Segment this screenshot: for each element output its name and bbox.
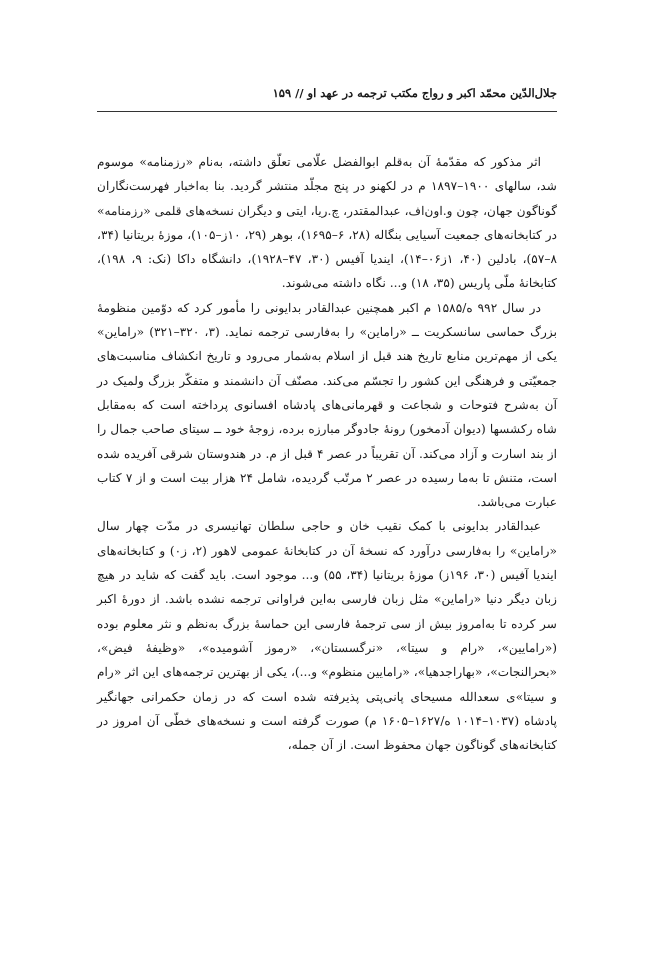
- paragraph-1: اثر مذکور که مقدّمهٔ آن به‌قلم ابوالفضل علّامی تعلّق داشته، به‌نام «رزمنامه» موسوم شد، سالهای ۱۹۰۰–۱۸۹۷ م در لکهنو در پنج مجلّد منتشر گردید. بنا به‌اخبار فهرست‌نگاران گوناگون جهان، چون و.اون‌اف، عبدالمقتدر، چ.ریا، ایتی و دیگران نسخه‌های قلمی «رزمنامه» در کتابخانه‌های جمعیت آسیایی بنگاله (۲۸، ۶–۱۶۹۵)، بوهر (۲۹، ۱۰ز–۱۰۵)، موزهٔ بریتانیا (۳۴، ۸–۵۷)، بادلین (۴۰، ۱ز۰۶–۱۴)، ایندیا آفیس (۳۰، ۴۷–۱۹۲۸)، دانشگاه داکا (نک: ۹، ۱۹۸)، کتابخانهٔ ملّی پاریس (۳۵، ۱۸) و... نگاه داشته می‌شوند.: [97, 155, 558, 291]
- body-text: [97, 150, 557, 757]
- running-header: جلال‌الدّین محمّد اکبر و رواج مکتب ترجمه در عهد او // ۱۵۹: [272, 86, 557, 100]
- paragraph-2: در سال ۹۹۲ ه/۱۵۸۵ م اکبر همچنین عبدالقادر بدایونی را مأمور کرد که دوّمین منظومهٔ بزرگ حماسی سانسکریت ــ «راماین» را به‌فارسی ترجمه نماید. (۳، ۳۲۰–۳۲۱) «راماین» یکی از مهم‌ترین منابع تاریخ هند قبل از اسلام به‌شمار می‌رود و تاریخ انکشاف مناسبت‌های جمعیّتی و فرهنگی این کشور را تجسّم می‌کند. مصنّف آن دانشمند و متفکّر بزرگ ولمیک در آن به‌شرح فتوحات و شجاعت و قهرمانی‌های پادشاه افسانوی پرداخته است که به‌مقابل شاه رکشسها (دیوان آدمخور) رونهٔ جادوگر مبارزه برده، زوجهٔ خود ــ سیتای صاحب جمال را از بند اسارت و آزاد می‌کند. آن تقریباً در عصر ۴ قبل از م. در هندوستان شرقی آفریده شده است، متنش تا به‌ما رسیده در عصر ۲ مرتّب گردیده، شامل ۲۴ هزار بیت است و از ۷ کتاب عبارت می‌باشد.: [97, 300, 557, 510]
- header-rule: [97, 111, 557, 112]
- paragraph-3: عبدالقادر بدایونی با کمک نقیب خان و حاجی سلطان تهانیسری در مدّت چهار سال «راماین» را به‌فارسی درآورد که نسخهٔ آن در کتابخانهٔ عمومی لاهور (۲، ز۰) و کتابخانه‌های ایندیا آفیس (۳۰، ۱۹۶ز) موزهٔ بریتانیا (۳۴، ۵۵) و... موجود است. باید گفت که شاید در هیچ زبان دیگر دنیا «راماین» مثل زبان فارسی به‌این فراوانی ترجمه نشده باشد. از دورهٔ اکبر سر کرده تا به‌امروز بیش از سی ترجمهٔ فارسی این حماسهٔ بزرگ به‌نظم و نثر معلوم بوده («رامایین»، «رام و سیتا»، «نرگسستان»، «رموز آشومیده»، «وظیفهٔ فیض»، «بحرالنجات»، «بهاراجدهیا»، «رامایین منظوم» و...)، یکی از بهترین ترجمه‌های این اثر «رام و سیتا»ی سعدالله مسیحای پانی‌پتی پذیرفته شده است که در زمان حکمرانی جهانگیر پادشاه (۱۰۳۷–۱۰۱۴ ه/۱۶۲۷–۱۶۰۵ م) صورت گرفته است و نسخه‌های خطّی آن امروز در کتابخانه‌های گوناگون جهان محفوظ است. از آن جمله،: [97, 519, 558, 753]
